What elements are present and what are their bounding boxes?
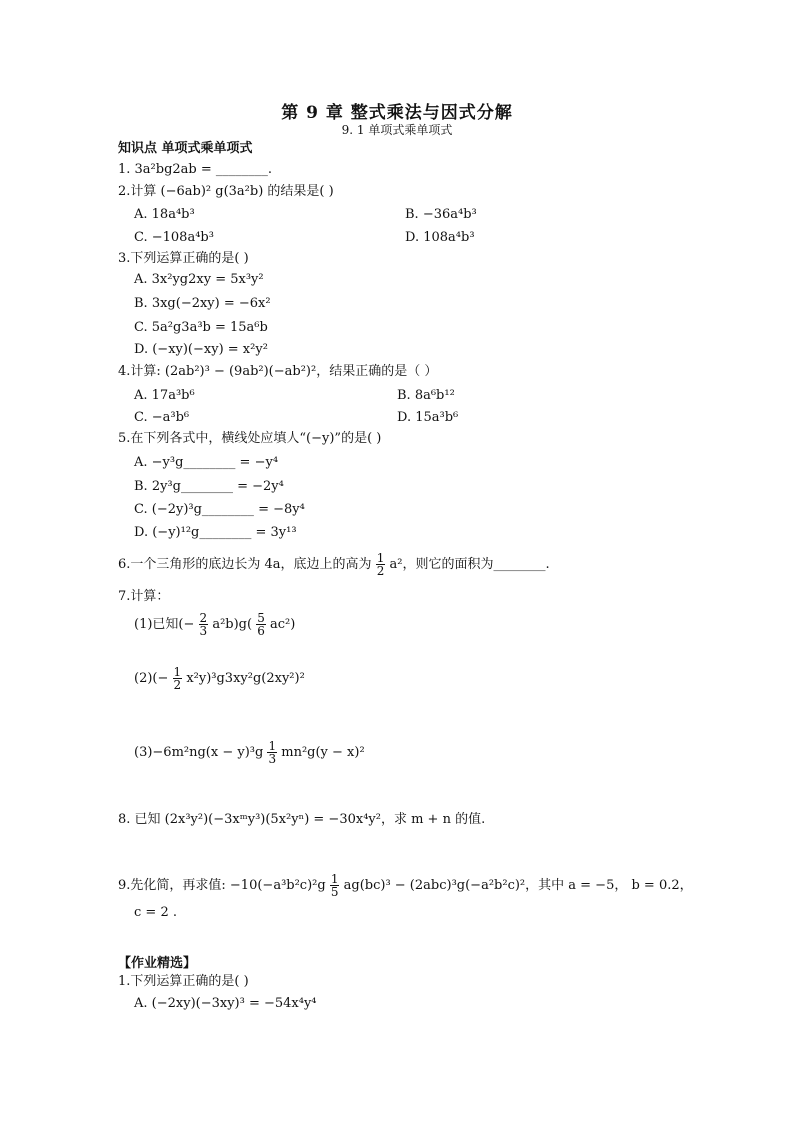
- part-2-text-a: (2)(−: [134, 671, 169, 686]
- question-3-option-d: D. (−xy)(−xy) = x²y²: [134, 342, 268, 357]
- question-5-option-a: A. −y³g________ = −y⁴: [134, 455, 279, 470]
- question-3-stem: 3.下列运算正确的是( ): [118, 251, 249, 266]
- section-subtitle: 9. 1 单项式乘单项式: [341, 123, 453, 137]
- question-5-option-d: D. (−y)¹²g________ = 3y¹³: [134, 525, 297, 540]
- question-3-option-c: C. 5a²g3a³b = 15a⁶b: [134, 320, 268, 335]
- homework-question-1-option-a: A. (−2xy)(−3xy)³ = −54x⁴y⁴: [134, 996, 317, 1011]
- question-2-stem: 2.计算 (−6ab)² g(3a²b) 的结果是( ): [118, 184, 334, 199]
- question-5-option-b: B. 2y³g________ = −2y⁴: [134, 479, 284, 494]
- question-9-text-a: 9.先化简，再求值: −10(−a³b²c)²g: [118, 878, 326, 893]
- part-1-text-c: ac²): [269, 617, 296, 632]
- question-4-option-c: C. −a³b⁶: [134, 410, 190, 425]
- part-1-text-a: (1)已知(−: [134, 617, 195, 632]
- part-1-fraction-2: [256, 612, 266, 637]
- question-7-part-1: [134, 612, 295, 637]
- question-2-option-d: D. 108a⁴b³: [405, 230, 475, 245]
- chapter-title: 第 9 章 整式乘法与因式分解: [281, 103, 513, 123]
- question-6-text-before: 6.一个三角形的底边长为 4a，底边上的高为: [118, 557, 372, 572]
- fraction-numerator: 1: [268, 739, 277, 753]
- part-1-text-b: a²b)g(: [212, 617, 253, 632]
- part-3-fraction: [267, 740, 277, 765]
- homework-question-1-stem: 1.下列运算正确的是( ): [118, 974, 249, 989]
- fraction-denominator: 3: [199, 624, 208, 638]
- question-7-part-2: [134, 666, 305, 691]
- knowledge-point-heading: 知识点 单项式乘单项式: [118, 141, 253, 156]
- fraction-denominator: 6: [257, 624, 265, 638]
- homework-heading: 【作业精选】: [118, 956, 197, 971]
- question-7-stem: 7.计算：: [118, 589, 170, 604]
- question-9-text-b: ag(bc)³ − (2abc)³g(−a²b²c)²，其中 a = −5， b = 0.2，: [343, 878, 693, 893]
- question-4-option-a: A. 17a³b⁶: [134, 388, 195, 403]
- fraction-numerator: 2: [199, 611, 208, 625]
- question-5-option-c: C. (−2y)³g________ = −8y⁴: [134, 502, 305, 517]
- question-1: 1. 3a²bg2ab = ________.: [118, 162, 273, 177]
- part-1-fraction-1: [199, 612, 209, 637]
- part-3-text-a: (3)−6m²ng(x − y)³g: [134, 745, 264, 760]
- fraction-numerator: 1: [330, 872, 339, 886]
- part-3-text-b: mn²g(y − x)²: [281, 745, 365, 760]
- fraction-numerator: 1: [173, 665, 182, 679]
- fraction-numerator: 1: [376, 551, 385, 565]
- fraction-numerator: 5: [257, 611, 265, 625]
- question-6-fraction: [376, 552, 386, 577]
- question-5-stem: 5.在下列各式中，横线处应填人“(−y)”的是( ): [118, 431, 382, 446]
- question-9-fraction: [330, 873, 340, 898]
- question-2-option-b: B. −36a⁴b³: [405, 207, 477, 222]
- question-2-option-a: A. 18a⁴b³: [134, 207, 195, 222]
- fraction-denominator: 2: [376, 564, 385, 578]
- question-6: [118, 552, 550, 577]
- question-6-text-after: a²，则它的面积为________.: [389, 557, 550, 572]
- question-7-part-3: [134, 740, 365, 765]
- question-9: [118, 873, 693, 898]
- question-3-option-b: B. 3xg(−2xy) = −6x²: [134, 296, 271, 311]
- question-3-option-a: A. 3x²yg2xy = 5x³y²: [134, 272, 264, 287]
- fraction-denominator: 3: [268, 752, 277, 766]
- question-2-option-c: C. −108a⁴b³: [134, 230, 214, 245]
- question-4-stem: 4.计算: (2ab²)³ − (9ab²)(−ab²)²，结果正确的是（ ）: [118, 364, 438, 379]
- question-4-option-d: D. 15a³b⁶: [397, 410, 459, 425]
- question-8: 8. 已知 (2x³y²)(−3xᵐy³)(5x²yⁿ) = −30x⁴y²，求 m + n 的值.: [118, 812, 486, 827]
- fraction-denominator: 5: [330, 885, 339, 899]
- question-9-line-2: c = 2 .: [134, 905, 177, 920]
- question-4-option-b: B. 8a⁶b¹²: [397, 388, 455, 403]
- fraction-denominator: 2: [173, 678, 182, 692]
- part-2-fraction: [173, 666, 183, 691]
- part-2-text-b: x²y)³g3xy²g(2xy²)²: [186, 671, 305, 686]
